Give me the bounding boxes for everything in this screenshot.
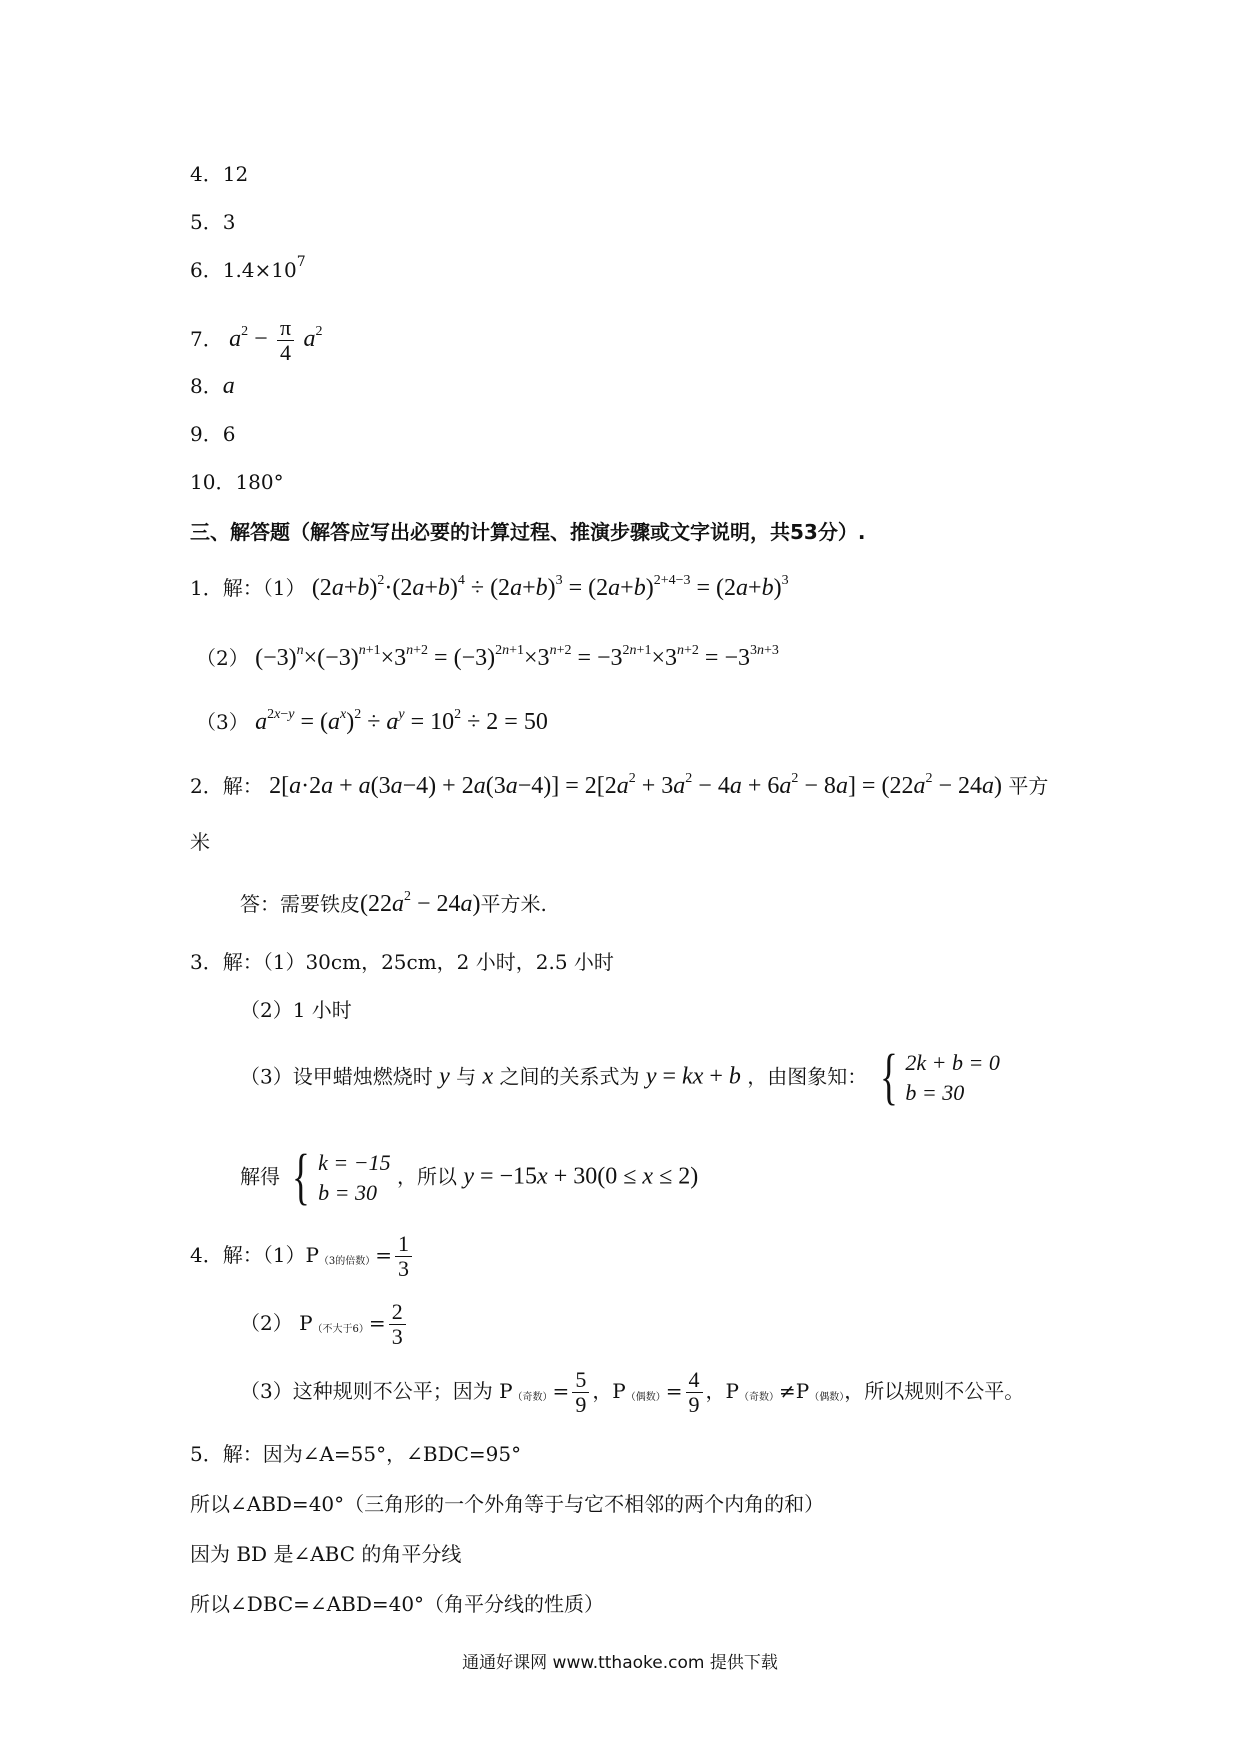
q4-part3: （3）这种规则不公平；因为 $P_{(奇数)}=$ $\frac{5}{9}$ ，$P_{(偶数)}=$ $\frac{4}{9}$ ，$P_{(奇数)}\ne P_{(偶数)}$，所以规则不公平。	[240, 1367, 1025, 1417]
q2-unit-wrap: 米	[190, 830, 210, 854]
q2-answer: 答：需要铁皮$(22a^2 - 24a)$平方米.	[240, 889, 547, 917]
q3-part2: （2）1 小时	[240, 998, 352, 1022]
answer-10: 10．180°	[190, 470, 284, 494]
q3-part1: 3．解：（1）30cm，25cm，2 小时，2.5 小时	[190, 950, 614, 974]
answer-7: 7． $a^2$ − $\frac{\pi}{4}$ $a^2$	[190, 315, 323, 365]
q5-line2: 所以∠ABD=40°（三角形的一个外角等于与它不相邻的两个内角的和）	[190, 1492, 825, 1516]
q5-line4: 所以∠DBC=∠ABD=40°（角平分线的性质）	[190, 1592, 605, 1616]
pi-over-4-fraction: $\frac{\pi}{4}$	[277, 316, 294, 365]
equation-system-1: { 2k + b = 0 b = 30	[879, 1043, 1000, 1111]
answer-6: 6．$1.4\times 10^7$	[190, 254, 306, 282]
answer-4: 4．12	[190, 162, 249, 186]
q2-solution: 2．解： $2[a\cdot 2a + a(3a-4) + 2a(3a-4)] = 2[2a^2 + 3a^2 - 4a + 6a^2 - 8a] = (22a^2 - 24a)$ 平方	[190, 771, 1049, 799]
q1-part1: 1．解：（1） $(2a+b)^2\cdot(2a+b)^4 \div (2a+b)^3 = (2a+b)^{2+4-3} = (2a+b)^3$	[190, 573, 789, 601]
answer-9: 9．6	[190, 422, 236, 446]
q3-part3: （3）设甲蜡烛燃烧时 y 与 x 之间的关系式为 y = kx + b ，由图象知： { 2k + b = 0 b = 30	[240, 1043, 1000, 1111]
q5-line3: 因为 BD 是∠ABC 的角平分线	[190, 1542, 462, 1566]
q4-part2: （2） $P_{(不大于6)}=$ $\frac{2}{3}$	[240, 1300, 409, 1349]
equation-system-2: { k = −15 b = 30	[292, 1143, 391, 1211]
section-3-heading: 三、解答题（解答应写出必要的计算过程、推演步骤或文字说明，共53分）.	[190, 520, 866, 544]
page-footer: 通通好课网 www.tthaoke.com 提供下载	[462, 1653, 778, 1673]
q3-solution: 解得 { k = −15 b = 30 ，所以 y = −15x + 30(0 ≤ x ≤ 2)	[240, 1143, 699, 1211]
q4-part1: 4．解：$(1)P_{(3的倍数)}=$ $\frac{1}{3}$	[190, 1232, 415, 1281]
q1-part2: （2） $(-3)^n\times(-3)^{n+1}\times 3^{n+2} = (-3)^{2n+1}\times 3^{n+2} = -3^{2n+1}\times 3^{n+2} = -3^{3n+3}$	[196, 643, 779, 671]
answer-5: 5．3	[190, 210, 236, 234]
q5-line1: 5．解：因为∠A=55°，∠BDC=95°	[190, 1442, 522, 1466]
answer-8: 8．a	[190, 373, 235, 399]
q1-part3: （3） $a^{2x-y} = (a^x)^2 \div a^y = 10^2 \div 2 = 50$	[196, 707, 548, 735]
